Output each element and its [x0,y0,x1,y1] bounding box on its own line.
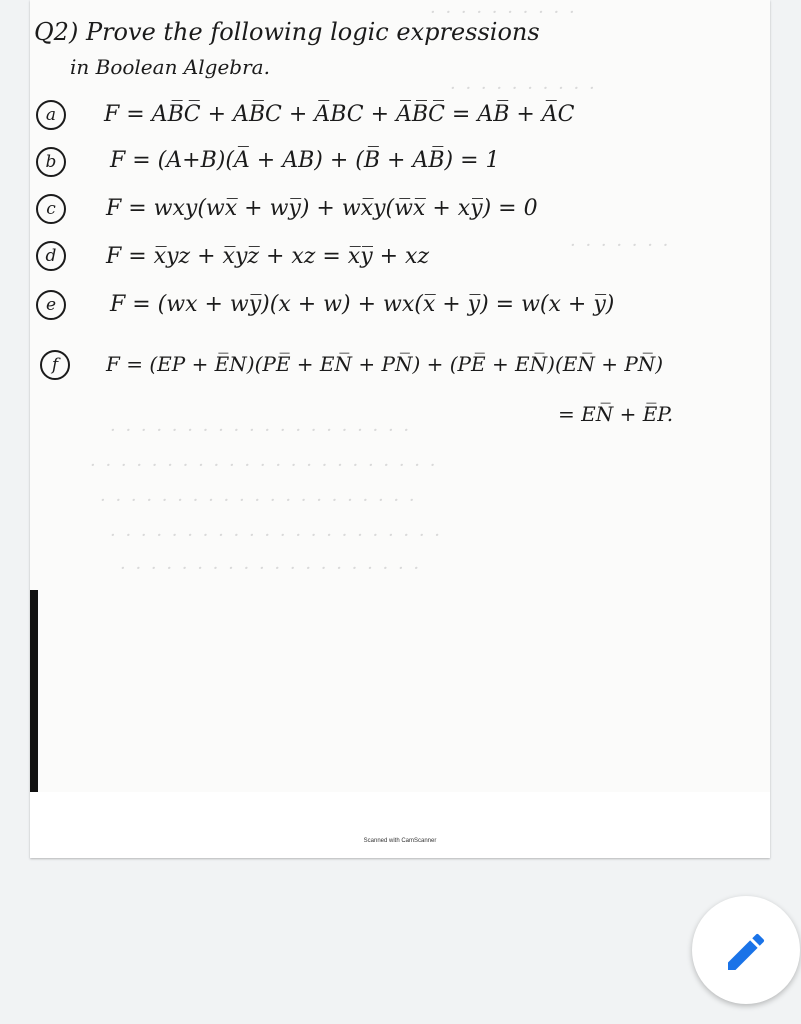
item-label-a: a [36,100,66,130]
item-expression-f-result: = EN̅ + E̅P. [558,402,674,426]
item-expression-d: F = x̅yz + x̅yz̅ + xz = x̅y̅ + xz [106,244,430,269]
question-subtitle: in Boolean Algebra. [70,55,270,79]
scanned-page [30,0,770,858]
item-expression-a: F = AB̅C̅ + AB̅C + A̅BC + A̅B̅C̅ = AB̅ + A̅C [104,102,575,127]
item-expression-c: F = wxy(wx̅ + wy̅) + wx̅y(w̅x̅ + xy̅) = 0 [106,196,538,221]
scanner-watermark: Scanned with CamScanner [363,838,437,844]
item-label-c: c [36,194,66,224]
item-expression-f: F = (EP + E̅N)(PE̅ + EN̅ + PN̅) + (PE̅ + EN̅)(EN̅ + PN̅) [106,352,664,376]
item-label-d: d [36,241,66,271]
pencil-icon [722,928,770,976]
item-label-b: b [36,147,66,177]
item-expression-e: F = (wx + wy̅)(x + w) + wx(x̅ + y̅) = w(x + y̅) [110,292,615,317]
page-footer [30,792,770,858]
scanned-image-area: · · · · · · · · · · · · · · · · · · · · · · · · · · · · · · · · · · · · · · · · · · · · · · · · · · · · · · · · · · · · · · · · · · · · · · · · · · · · · · · · · · · · · · · · · · · · · · · · · · · · · · · · · · · · · · · · · · · · · · · · · · · · · · · · · · · · · Q2) Prove the following logic expressions in Boolean Algebra. a F = AB̅C̅ + AB̅C + A̅BC + A̅B̅C̅ = AB̅ + A̅C b F = (A+B)(A̅ + AB) + (B̅ + AB̅) = 1 c F = wxy(wx̅ + wy̅) + wx̅y(w̅x̅ + xy̅) = 0 d F = x̅yz + x̅yz̅ + xz = x̅y̅ + xz e F = (wx + wy̅)(x + w) + wx(x̅ + y̅) = w(x + y̅) f F = (EP + E̅N)(PE̅ + EN̅ + PN̅) + (PE̅ + EN̅)(EN̅ + PN̅) = EN̅ + E̅P. [30,0,770,792]
scan-edge-shadow [30,590,38,792]
item-label-e: e [36,290,66,320]
edit-button[interactable] [692,896,800,1004]
item-label-f: f [40,350,70,380]
question-title: Q2) Prove the following logic expressions [34,18,540,46]
item-expression-b: F = (A+B)(A̅ + AB) + (B̅ + AB̅) = 1 [110,148,500,173]
